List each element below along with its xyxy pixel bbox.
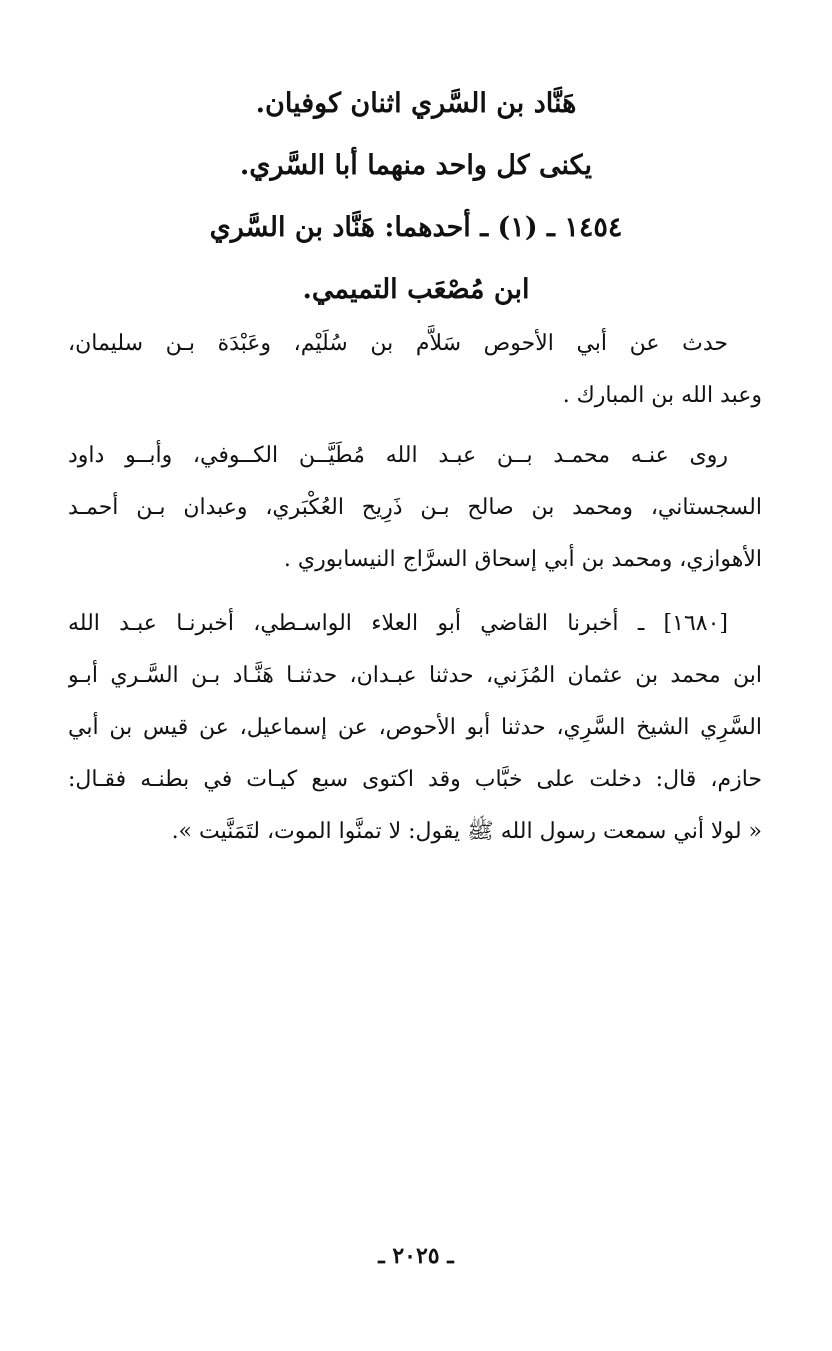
- page-number: ـ ٢٠٢٥ ـ: [378, 1243, 454, 1269]
- heading-entry-subtitle: ابن مُصْعَب التميمي.: [302, 274, 530, 305]
- paragraph-hadith: [68, 598, 762, 858]
- heading-line-1: هَنَّاد بن السَّري اثنان كوفيان.: [255, 88, 577, 119]
- paragraph-narrated-by: [68, 430, 762, 586]
- text-line: روى عنـه محمـد بــن عبـد الله مُطَيَّــن الكــوفي، وأبــو داود: [68, 443, 728, 468]
- text-line: السجستاني، ومحمد بن صالح بـن ذَرِيح العُكْبَري، وعبدان بـن أحمـد: [68, 495, 762, 520]
- text-line: السَّرِي الشيخ السَّرِي، حدثنا أبو الأحوص، عن إسماعيل، عن قيس بن أبي: [68, 715, 762, 740]
- text-line: « لولا أني سمعت رسول الله ﷺ يقول: لا تمنَّوا الموت، لتَمَنَّيت ».: [171, 819, 762, 844]
- text-line: [١٦٨٠] ـ أخبرنا القاضي أبو العلاء الواسـطي، أخبرنـا عبـد الله: [68, 611, 728, 636]
- text-line: حازم، قال: دخلت على خبَّاب وقد اكتوى سبع كيـات في بطنـه فقـال:: [68, 767, 762, 792]
- text-line: ابن محمد بن عثمان المُزَني، حدثنا عبـدان، حدثنـا هَنَّـاد بـن السَّـري أبـو: [68, 663, 762, 688]
- paragraph-narrated-from: [68, 318, 762, 422]
- heading-line-2: يكنى كل واحد منهما أبا السَّري.: [239, 150, 593, 181]
- text-line: وعبد الله بن المبارك .: [562, 383, 762, 408]
- heading-entry-title: ١٤٥٤ ـ (١) ـ أحدهما: هَنَّاد بن السَّري: [209, 212, 623, 243]
- text-line: حدث عن أبي الأحوص سَلاَّم بن سُلَيْم، وعَبْدَة بـن سليمان،: [68, 331, 728, 356]
- text-line: الأهوازي، ومحمد بن أبي إسحاق السرَّاج النيسابوري .: [283, 547, 762, 572]
